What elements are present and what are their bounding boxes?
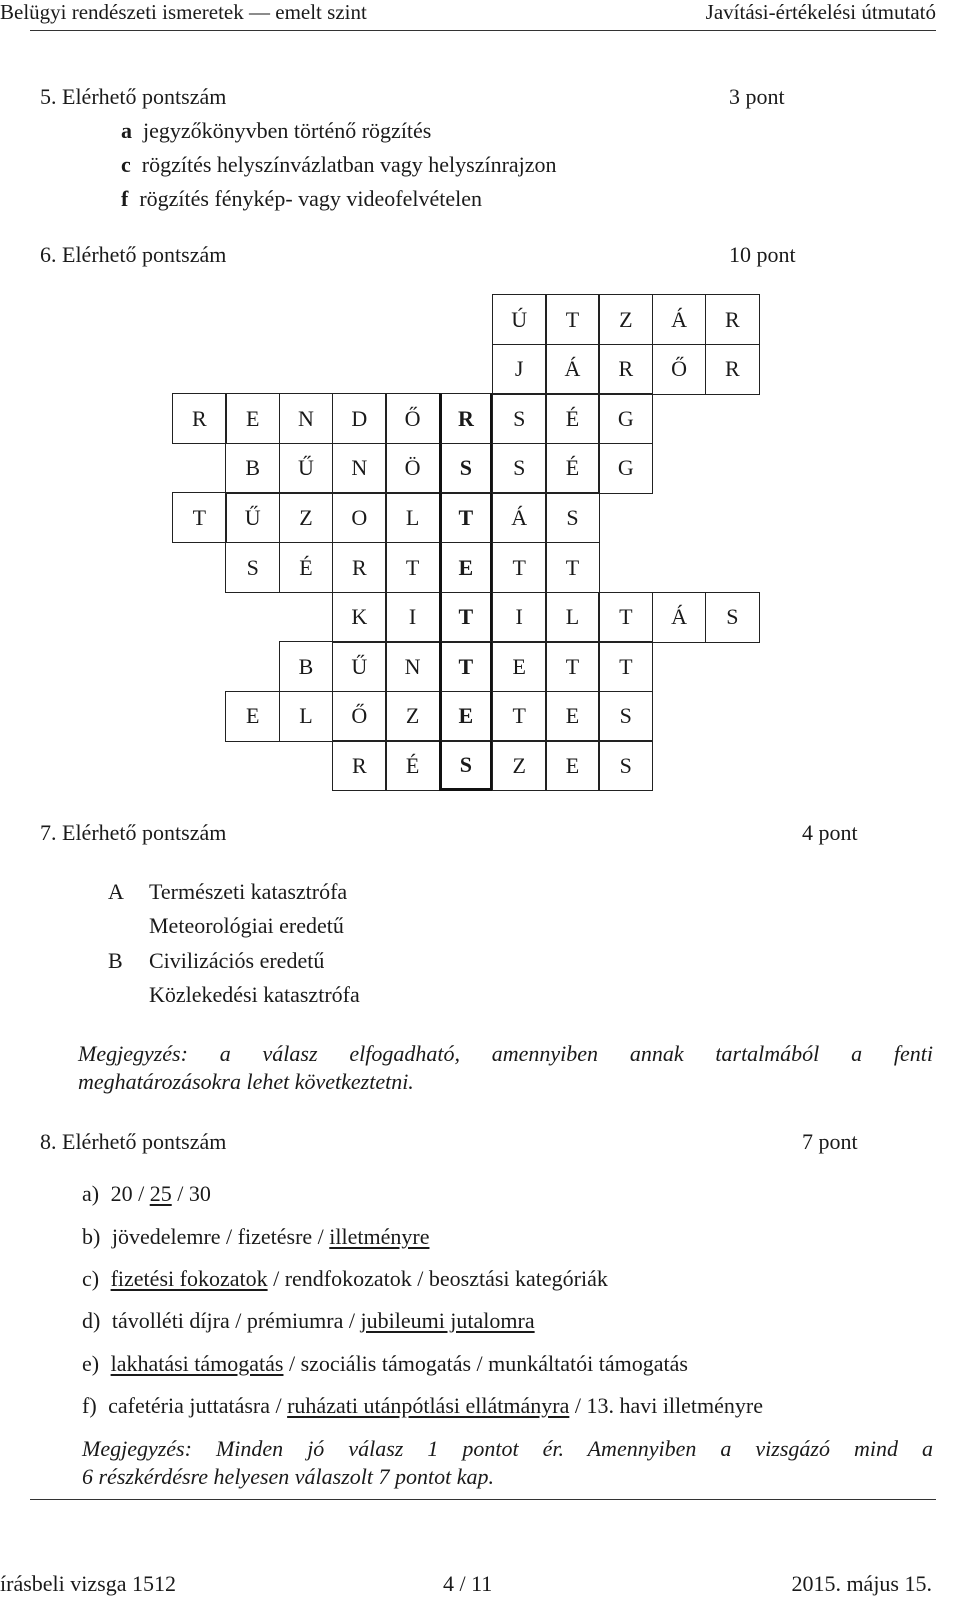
crossword-cell: N	[279, 393, 334, 444]
q8-answer	[82, 1181, 211, 1207]
crossword-cell: Ő	[332, 691, 387, 742]
crossword-cell: B	[279, 641, 334, 692]
crossword-cell: T	[598, 592, 653, 643]
crossword-cell: E	[545, 740, 600, 791]
crossword-cell: S	[545, 492, 600, 543]
q8-correct-answer: 25	[149, 1181, 172, 1206]
crossword-cell: T	[545, 542, 600, 593]
crossword-cell: G	[598, 443, 653, 494]
crossword-cell: Á	[652, 294, 707, 345]
q5-answer	[121, 186, 482, 212]
q7-item-letter: B	[108, 948, 123, 973]
crossword-cell: N	[385, 641, 440, 692]
q5-title: 5. Elérhető pontszám	[40, 84, 227, 109]
crossword-cell: R	[172, 393, 227, 444]
q8-answer	[82, 1266, 608, 1292]
crossword-cell: O	[332, 492, 387, 543]
crossword-cell: E	[492, 641, 547, 692]
q8-points: 7 pont	[802, 1129, 858, 1154]
q5-points: 3 pont	[729, 84, 785, 109]
crossword-solution-cell: T	[439, 492, 494, 543]
q8-correct-answer: ruházati utánpótlási ellátmányra	[287, 1393, 570, 1418]
crossword-cell: É	[545, 443, 600, 494]
q8-answer	[82, 1308, 535, 1334]
crossword-cell: R	[332, 542, 387, 593]
q7-item-line: Közlekedési katasztrófa	[149, 982, 360, 1007]
q6-points: 10 pont	[729, 242, 796, 267]
crossword-cell: É	[545, 393, 600, 444]
crossword-cell: S	[705, 592, 760, 643]
crossword-cell: R	[332, 740, 387, 791]
crossword-cell: E	[545, 691, 600, 742]
crossword-cell: Á	[492, 492, 547, 543]
q8-answer-option: / rendfokozatok / beosztási kategóriák	[267, 1266, 608, 1291]
crossword-solution-cell: E	[439, 542, 494, 593]
q7-item-letter: A	[108, 879, 124, 904]
crossword-cell: É	[385, 740, 440, 791]
crossword-cell: É	[279, 542, 334, 593]
q6-title: 6. Elérhető pontszám	[40, 242, 227, 267]
crossword-cell: S	[598, 740, 653, 791]
q8-answer-label: f)	[82, 1393, 103, 1418]
q8-title: 8. Elérhető pontszám	[40, 1129, 227, 1154]
q7-item-line: Meteorológiai eredetű	[149, 913, 344, 938]
q8-answer-label: a)	[82, 1181, 105, 1206]
q7-title: 7. Elérhető pontszám	[40, 820, 227, 845]
crossword-solution-cell: S	[439, 740, 494, 791]
crossword-cell: L	[545, 592, 600, 643]
crossword-cell: Z	[279, 492, 334, 543]
q8-answer-label: d)	[82, 1308, 106, 1333]
crossword-cell: Z	[598, 294, 653, 345]
crossword-cell: I	[385, 592, 440, 643]
crossword-cell: S	[492, 443, 547, 494]
crossword-cell: N	[332, 443, 387, 494]
crossword-solution-cell: T	[439, 641, 494, 692]
footer-divider	[30, 1499, 936, 1500]
q5-answer-text: rögzítés fénykép- vagy videofelvételen	[139, 186, 483, 211]
crossword-cell: K	[332, 592, 387, 643]
crossword-cell: L	[279, 691, 334, 742]
crossword-cell: Á	[545, 344, 600, 395]
crossword-cell: T	[545, 294, 600, 345]
q7-note-line2: meghatározásokra lehet következtetni.	[78, 1069, 414, 1094]
q7-points: 4 pont	[802, 820, 858, 845]
q8-correct-answer: jubileumi jutalomra	[360, 1308, 535, 1333]
q5-answer-text: jegyzőkönyvben történő rögzítés	[143, 118, 432, 143]
crossword-cell: R	[705, 344, 760, 395]
footer-page-number: 4 / 11	[443, 1571, 493, 1596]
crossword-cell: R	[598, 344, 653, 395]
q8-note-line1: Megjegyzés: Minden jó válasz 1 pontot ér. Amennyiben a vizsgázó mind a	[82, 1436, 933, 1461]
q5-answer-letter: f	[121, 186, 129, 211]
crossword-cell: Ű	[332, 641, 387, 692]
q8-answer-option: / szociális támogatás / munkáltatói támogatás	[283, 1351, 688, 1376]
crossword-cell: Ű	[225, 492, 280, 543]
q8-correct-answer: illetményre	[329, 1224, 430, 1249]
q8-answer-option: távolléti díjra / prémiumra /	[111, 1308, 361, 1333]
q8-answer-label: b)	[82, 1224, 106, 1249]
crossword-cell: S	[598, 691, 653, 742]
crossword-cell: G	[598, 393, 653, 444]
q7-note-line1: Megjegyzés: a válasz elfogadható, amennyiben annak tartalmából a fenti	[78, 1041, 933, 1066]
crossword-cell: T	[492, 542, 547, 593]
crossword-cell: T	[598, 641, 653, 692]
crossword-solution-cell: S	[439, 443, 494, 494]
q8-answer	[82, 1224, 429, 1250]
q5-answer-text: rögzítés helyszínvázlatban vagy helyszínrajzon	[141, 152, 557, 177]
crossword-solution-cell: T	[439, 592, 494, 643]
crossword-cell: J	[492, 344, 547, 395]
q7-item-line: Természeti katasztrófa	[149, 879, 348, 904]
crossword-cell: E	[225, 691, 280, 742]
crossword-solution-cell: R	[439, 393, 494, 444]
q5-answer	[121, 118, 431, 144]
q5-answer-letter: c	[121, 152, 131, 177]
q5-answer-letter: a	[121, 118, 132, 143]
crossword-solution-cell: E	[439, 691, 494, 742]
header-left: Belügyi rendészeti ismeretek — emelt szint	[0, 0, 367, 24]
crossword-cell: S	[225, 542, 280, 593]
crossword-cell: Ő	[652, 344, 707, 395]
q8-correct-answer: lakhatási támogatás	[110, 1351, 284, 1376]
q7-item-line: Civilizációs eredetű	[149, 948, 325, 973]
q8-correct-answer: fizetési fokozatok	[110, 1266, 268, 1291]
footer-right: 2015. május 15.	[791, 1571, 932, 1596]
q8-answer-option: jövedelemre / fizetésre /	[111, 1224, 330, 1249]
header-right: Javítási-értékelési útmutató	[705, 0, 936, 24]
crossword-cell: Ö	[385, 443, 440, 494]
q8-answer-option: 20 /	[110, 1181, 150, 1206]
crossword-cell: T	[545, 641, 600, 692]
header-divider	[30, 30, 936, 31]
q8-answer-label: e)	[82, 1351, 105, 1376]
crossword-cell: T	[385, 542, 440, 593]
crossword-cell: Ő	[385, 393, 440, 444]
q8-answer	[82, 1351, 688, 1377]
crossword-cell: E	[225, 393, 280, 444]
crossword-cell: S	[492, 393, 547, 444]
q8-answer	[82, 1393, 763, 1419]
crossword-cell: Á	[652, 592, 707, 643]
crossword-cell: Ú	[492, 294, 547, 345]
crossword-cell: T	[492, 691, 547, 742]
crossword-cell: T	[172, 492, 227, 543]
crossword-cell: Z	[492, 740, 547, 791]
crossword-cell: B	[225, 443, 280, 494]
q8-answer-option: / 30	[171, 1181, 211, 1206]
crossword-cell: Z	[385, 691, 440, 742]
crossword-cell: I	[492, 592, 547, 643]
q8-answer-label: c)	[82, 1266, 105, 1291]
crossword-cell: D	[332, 393, 387, 444]
crossword-cell: Ű	[279, 443, 334, 494]
footer-left: írásbeli vizsga 1512	[0, 1571, 176, 1596]
q8-note-line2: 6 részkérdésre helyesen válaszolt 7 pontot kap.	[82, 1464, 495, 1489]
q5-answer	[121, 152, 557, 178]
q8-answer-option: / 13. havi illetményre	[569, 1393, 763, 1418]
crossword-cell: L	[385, 492, 440, 543]
q8-answer-option: cafetéria juttatásra /	[108, 1393, 288, 1418]
crossword-cell: R	[705, 294, 760, 345]
